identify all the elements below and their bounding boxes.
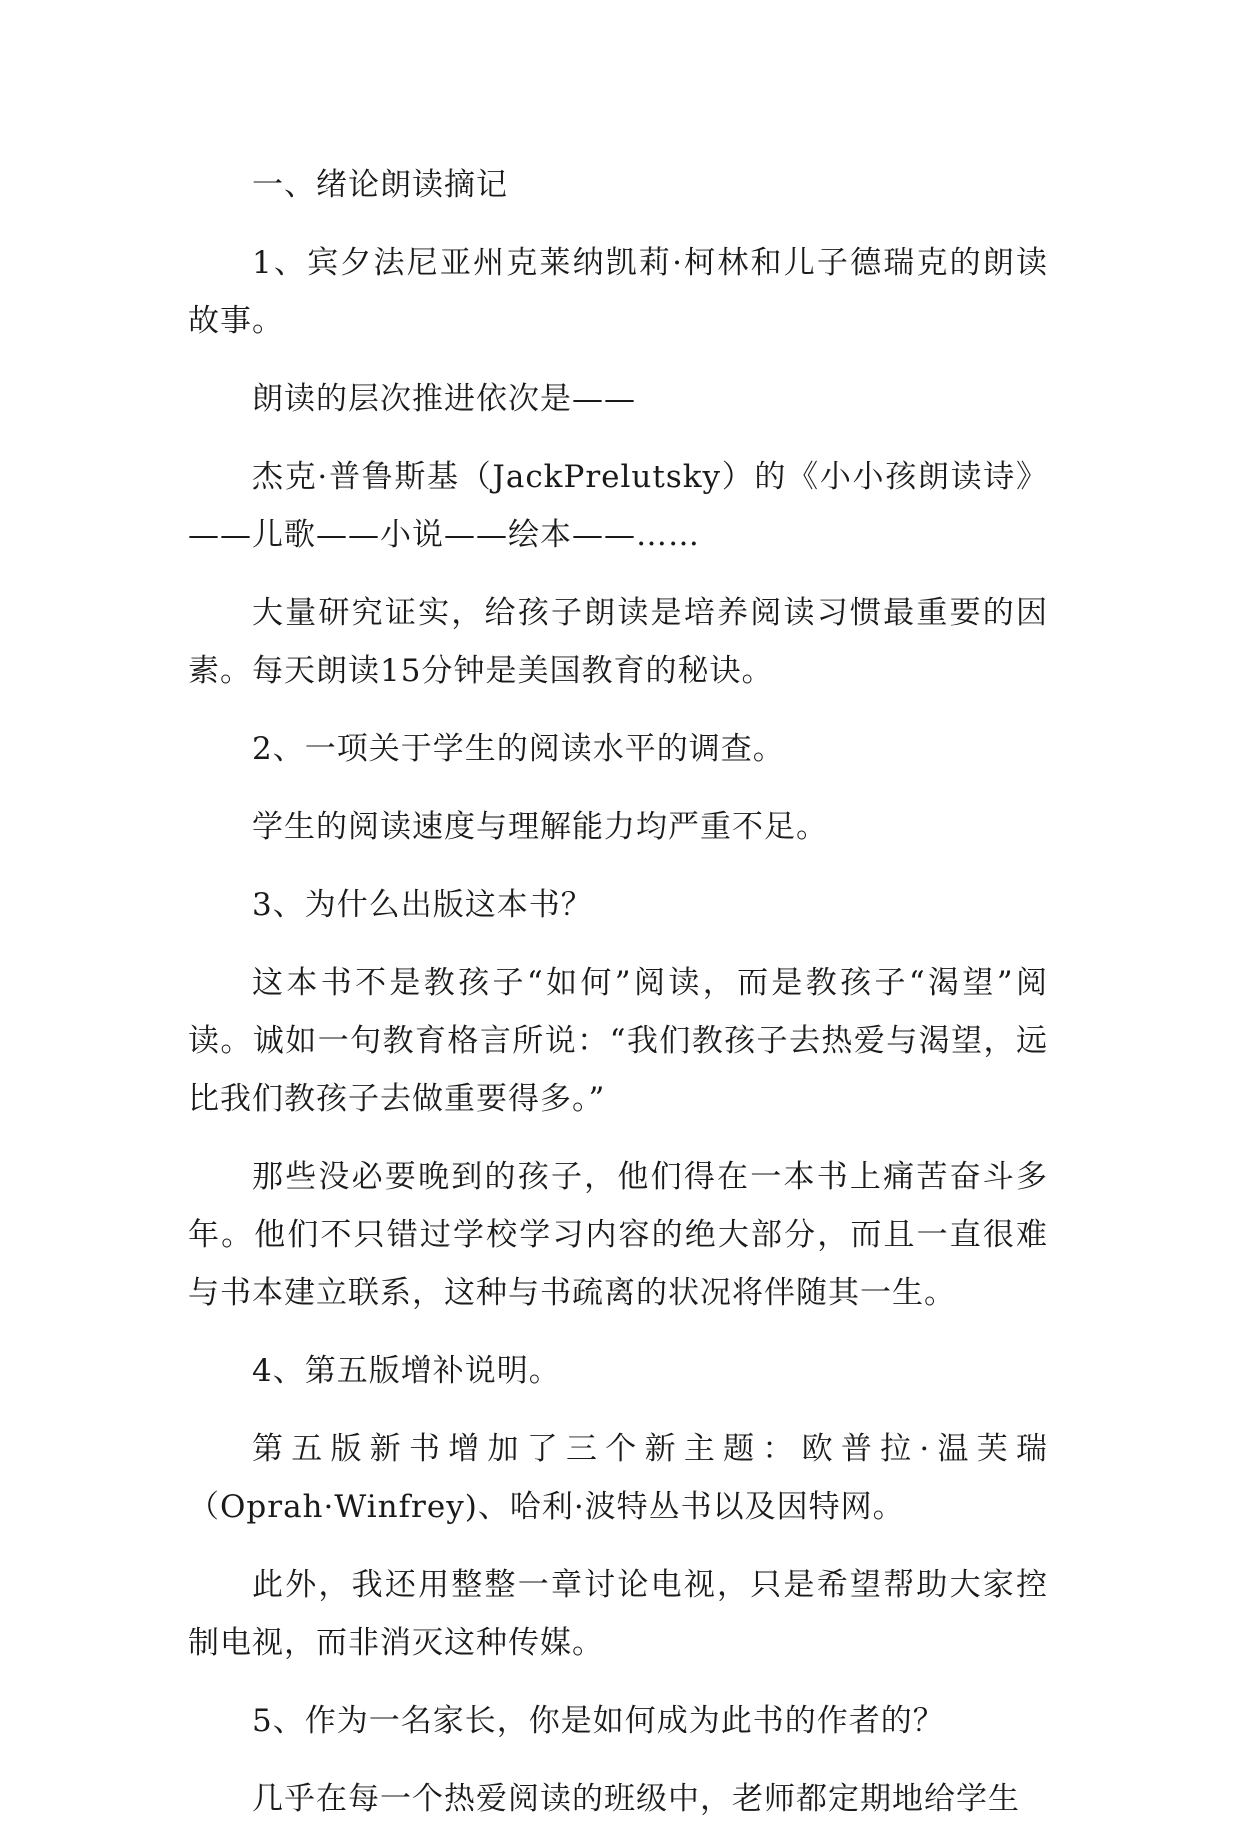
paragraph: 2、一项关于学生的阅读水平的调查。 xyxy=(252,731,785,767)
paragraph: 3、为什么出版这本书？ xyxy=(252,887,593,923)
paragraph: 第五版新书增加了三个新主题：欧普拉·温芙瑞（Oprah·Winfrey)、哈利·波特丛书以及因特网。 xyxy=(188,1431,1048,1525)
paragraph: 杰克·普鲁斯基（JackPrelutsky）的《小小孩朗读诗》——儿歌——小说——绘本——…… xyxy=(188,459,1048,553)
paragraph: 这本书不是教孩子“如何”阅读，而是教孩子“渴望”阅读。诚如一句教育格言所说：“我们教孩子去热爱与渴望，远比我们教孩子去做重要得多。” xyxy=(188,965,1048,1117)
paragraph: 4、第五版增补说明。 xyxy=(252,1353,561,1389)
paragraph: 大量研究证实，给孩子朗读是培养阅读习惯最重要的因素。每天朗读15分钟是美国教育的秘诀。 xyxy=(188,595,1048,689)
paragraph: 朗读的层次推进依次是—— xyxy=(252,381,636,417)
paragraph: 此外，我还用整整一章讨论电视，只是希望帮助大家控制电视，而非消灭这种传媒。 xyxy=(188,1567,1048,1661)
section-heading: 一、绪论朗读摘记 xyxy=(252,167,508,203)
paragraph: 那些没必要晚到的孩子，他们得在一本书上痛苦奋斗多年。他们不只错过学校学习内容的绝大部分，而且一直很难与书本建立联系，这种与书疏离的状况将伴随其一生。 xyxy=(188,1159,1048,1311)
document-body xyxy=(188,156,1048,1848)
paragraph: 学生的阅读速度与理解能力均严重不足。 xyxy=(252,809,828,845)
paragraph: 几乎在每一个热爱阅读的班级中，老师都定期地给学生 xyxy=(252,1781,1020,1817)
paragraph: 5、作为一名家长，你是如何成为此书的作者的？ xyxy=(252,1703,945,1739)
paragraph: 1、宾夕法尼亚州克莱纳凯莉·柯林和儿子德瑞克的朗读故事。 xyxy=(188,245,1048,339)
